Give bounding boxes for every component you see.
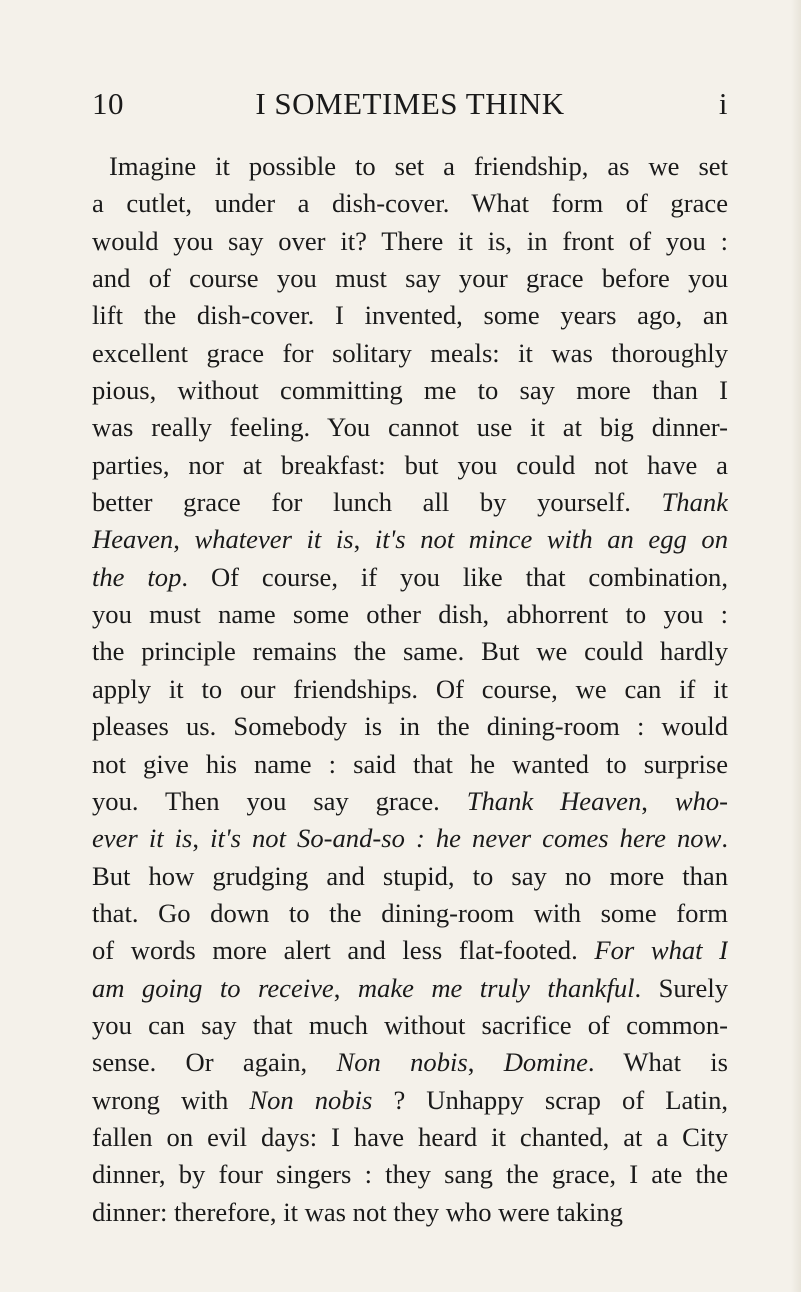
page-number: 10	[92, 86, 124, 121]
text-segment: ,	[641, 785, 675, 816]
text-segment: excellent grace for solitary meals: it was thoroughly	[92, 337, 728, 368]
italic-text: the top	[92, 561, 182, 592]
text-line	[92, 746, 728, 783]
italic-text: who-	[674, 785, 728, 816]
text-line	[92, 633, 728, 670]
text-line	[92, 1119, 728, 1156]
text-line	[92, 858, 728, 895]
running-title: I SOMETIMES THINK	[255, 86, 565, 121]
text-line	[92, 783, 728, 820]
text-line	[92, 895, 728, 932]
text-line	[92, 1194, 728, 1231]
text-line	[92, 447, 728, 484]
text-segment: the principle remains the same. But we could hardly	[92, 636, 728, 667]
text-line	[92, 297, 728, 334]
text-segment: would you say over it? There it is, in front of you :	[92, 225, 728, 256]
text-line	[92, 970, 728, 1007]
italic-text: For what I	[594, 935, 728, 966]
italic-text: Thank	[661, 487, 728, 518]
text-segment: a cutlet, under a dish-cover. What form of grace	[92, 188, 728, 219]
text-segment: of words more alert and less flat-footed.	[92, 935, 595, 966]
italic-text: it's not So-and-so : he never comes here now	[210, 823, 722, 854]
text-segment: not give his name : said that he wanted to surprise	[92, 748, 728, 779]
text-segment: pious, without committing me to say more than I	[92, 375, 728, 406]
text-line	[92, 559, 728, 596]
text-segment: dinner, by four singers : they sang the grace, I ate the	[92, 1159, 728, 1190]
text-segment: fallen on evil days: I have heard it chanted, at a City	[92, 1121, 728, 1152]
text-segment: you. Then you say grace.	[92, 785, 467, 816]
text-line	[92, 1007, 728, 1044]
italic-text: whatever it is	[194, 524, 354, 555]
text-segment: ,	[173, 524, 195, 555]
running-header	[92, 88, 728, 128]
italic-text: Domine	[503, 1047, 588, 1078]
italic-text: Thank Heaven	[466, 785, 642, 816]
text-line	[92, 671, 728, 708]
text-line	[92, 335, 728, 372]
italic-text: Heaven	[92, 524, 174, 555]
text-line	[92, 1044, 728, 1081]
text-line	[92, 484, 728, 521]
text-line	[92, 820, 728, 857]
italic-text: ever it is	[92, 823, 193, 854]
text-line	[92, 1082, 728, 1119]
italic-text: am going to receive	[92, 972, 334, 1003]
text-segment: apply it to our friendships. Of course, we can if it	[92, 673, 728, 704]
signature-mark: i	[718, 86, 728, 121]
page-edge-shadow	[791, 0, 801, 1292]
text-line	[92, 372, 728, 409]
text-line	[92, 708, 728, 745]
text-segment: and of course you must say your grace before you	[92, 263, 728, 294]
text-segment: sense. Or again,	[92, 1047, 337, 1078]
italic-text: Non nobis	[249, 1084, 373, 1115]
text-segment: that. Go down to the dining-room with some form	[92, 897, 728, 928]
text-line	[92, 409, 728, 446]
italic-text: Non nobis	[336, 1047, 468, 1078]
text-line	[92, 596, 728, 633]
text-segment: . Of course, if you like that combination,	[181, 561, 728, 592]
text-segment: ,	[353, 524, 375, 555]
italic-text: it's not mince with an egg on	[374, 524, 728, 555]
body-text	[92, 148, 728, 1231]
text-line	[92, 260, 728, 297]
text-line	[92, 521, 728, 558]
text-segment: was really feeling. You cannot use it at big dinner-	[92, 412, 728, 443]
text-line	[92, 223, 728, 260]
text-segment: ,	[192, 823, 211, 854]
text-segment: you must name some other dish, abhorrent to you :	[92, 599, 728, 630]
text-segment: .	[721, 823, 728, 854]
text-segment: ? Unhappy scrap of Latin,	[372, 1084, 728, 1115]
text-line	[92, 932, 728, 969]
text-line	[92, 185, 728, 222]
text-segment: parties, nor at breakfast: but you could not have a	[92, 449, 728, 480]
text-segment: But how grudging and stupid, to say no more than	[92, 860, 728, 891]
text-segment: Imagine it possible to set a friendship, as we set	[109, 151, 728, 181]
text-segment: you can say that much without sacrifice of common-	[92, 1009, 728, 1040]
text-segment: ,	[333, 972, 358, 1003]
text-segment: . What is	[587, 1047, 728, 1078]
text-segment: pleases us. Somebody is in the dining-room : would	[92, 711, 728, 742]
text-line	[92, 148, 728, 185]
text-segment: ,	[467, 1047, 504, 1078]
text-segment: dinner: therefore, it was not they who were taking	[92, 1196, 623, 1227]
text-segment: wrong with	[92, 1084, 250, 1115]
text-segment: . Surely	[634, 972, 728, 1003]
text-segment: lift the dish-cover. I invented, some years ago, an	[92, 300, 728, 331]
text-line	[92, 1156, 728, 1193]
italic-text: make me truly thankful	[357, 972, 635, 1003]
text-segment: better grace for lunch all by yourself.	[92, 487, 662, 518]
